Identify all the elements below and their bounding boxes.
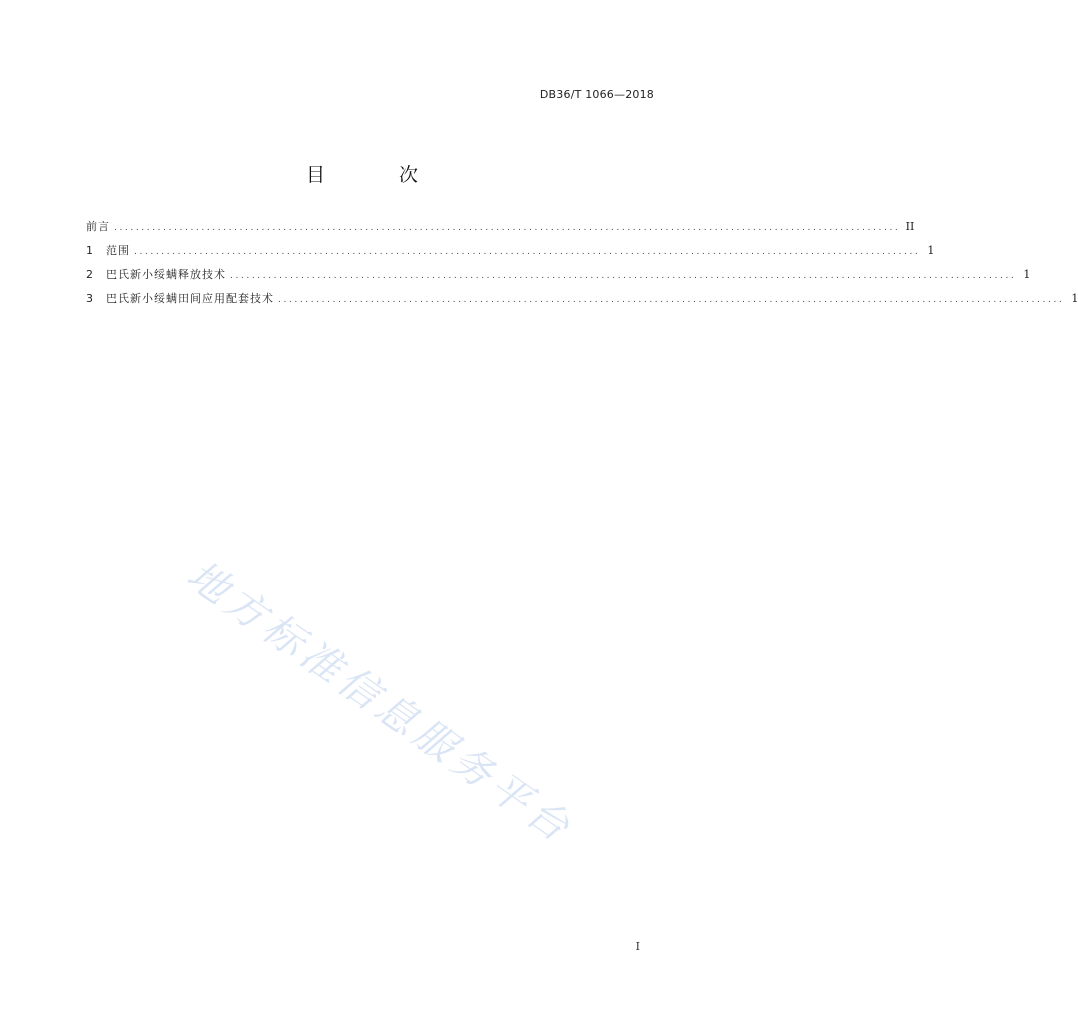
toc-entry-page: 1 [1071, 292, 1078, 305]
toc-entry-page: 1 [1023, 268, 1031, 281]
toc-entry-foreword[interactable] [86, 219, 915, 243]
toc-dot-leader: ................................................................................................................................................ [134, 247, 921, 257]
toc-entry-release-technique[interactable] [86, 267, 1031, 291]
toc-entry-number: 2 [86, 268, 93, 281]
toc-entry-label: 范围 [106, 244, 130, 257]
toc-entry-page: 1 [927, 244, 935, 257]
toc-entry-label: 巴氏新小绥螨释放技术 [106, 268, 226, 281]
toc-entry-page: II [905, 220, 915, 233]
toc-dot-leader: ................................................................................................................................................ [278, 295, 1065, 305]
table-of-contents [86, 219, 1078, 315]
toc-dot-leader: ................................................................................................................................................ [114, 223, 901, 233]
toc-entry-field-application[interactable] [86, 291, 1078, 315]
toc-entry-number: 1 [86, 244, 93, 257]
toc-entry-label: 前言 [86, 220, 110, 233]
toc-entry-label: 巴氏新小绥螨田间应用配套技术 [106, 292, 274, 305]
watermark: 地方标准信息服务平台 [178, 552, 582, 854]
page-number: I [635, 940, 640, 953]
page-title: 目 次 [305, 164, 453, 186]
toc-entry-scope[interactable] [86, 243, 935, 267]
toc-dot-leader: ................................................................................................................................................ [230, 271, 1017, 281]
standard-code: DB36/T 1066—2018 [539, 88, 654, 101]
toc-entry-number: 3 [86, 292, 93, 305]
